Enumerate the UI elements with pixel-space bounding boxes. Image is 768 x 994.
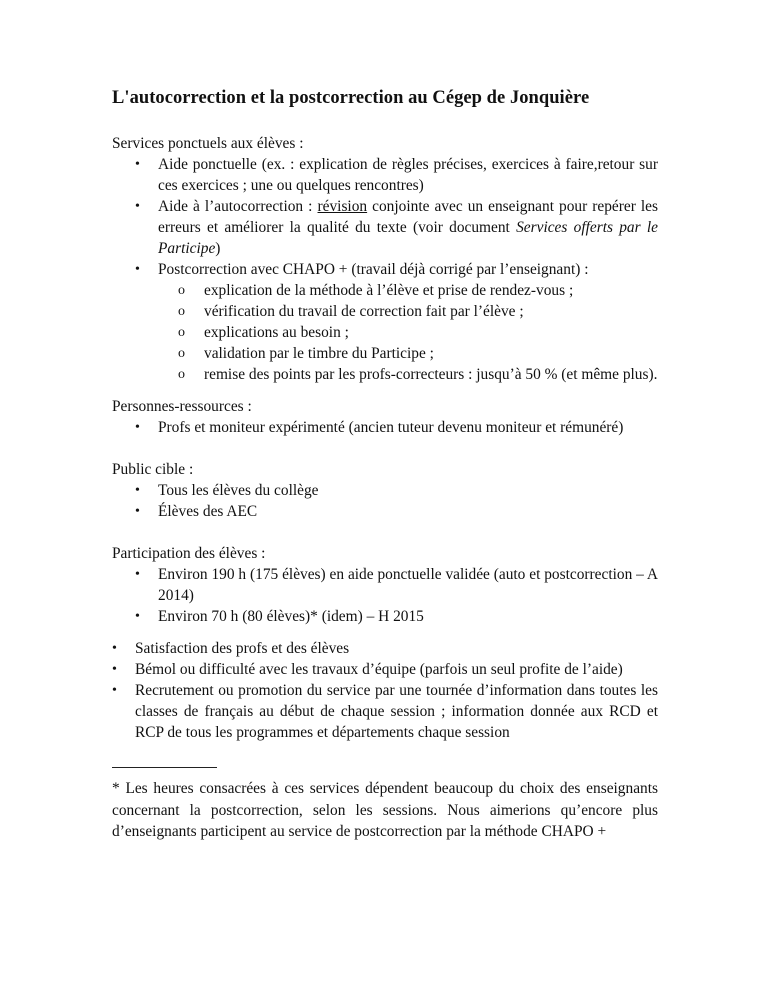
footnote-separator (112, 767, 217, 768)
item-text: conjointe avec un enseignant pour repérer les erreurs et améliorer la qualité du texte (voir document (158, 198, 658, 236)
item-text: ) (215, 240, 221, 257)
personnes-heading: Personnes-ressources : (112, 398, 252, 415)
sub-item: o remise des points par les profs-correcteurs : jusqu’à 50 % (et même plus). (158, 364, 658, 385)
sub-item: o explications au besoin ; (158, 322, 658, 343)
services-heading: Services ponctuels aux élèves : (112, 135, 304, 152)
services-item-autocorrection (112, 196, 658, 259)
bilan-item: • Recrutement ou promotion du service par une tournée d’information dans toutes les classes de français au début de chaque session ; information donnée aux RCD et RCP de tous les programmes et départements chaque session (89, 680, 658, 743)
postcorrection-sublist (158, 280, 658, 385)
public-item: • Tous les élèves du collège (112, 480, 658, 501)
item-text: Aide à l’autocorrection : (158, 198, 318, 215)
section-personnes (112, 396, 658, 438)
participation-item: • Environ 190 h (175 élèves) en aide ponctuelle validée (auto et postcorrection – A 2014) (112, 564, 658, 606)
footnote: * Les heures consacrées à ces services dépendent beaucoup du choix des enseignants concernant la postcorrection, selon les sessions. Nous aimerions qu’encore plus d’enseignants participent au service de postcorrection par la méthode CHAPO + (112, 780, 658, 840)
revision-link[interactable]: révision (317, 198, 368, 215)
participation-list (112, 564, 658, 627)
sub-item: o vérification du travail de correction fait par l’élève ; (158, 301, 658, 322)
section-participation (112, 543, 658, 627)
bilan-item: • Bémol ou difficulté avec les travaux d’équipe (parfois un seul profite de l’aide) (89, 659, 635, 680)
personnes-list (112, 417, 658, 438)
public-list (112, 480, 658, 522)
item-text: Postcorrection avec CHAPO + (travail déjà corrigé par l’enseignant) : (158, 261, 589, 278)
sub-item: o validation par le timbre du Participe ; (158, 343, 658, 364)
document-reference: Services offerts par le Participe (158, 219, 658, 257)
bilan-list (112, 638, 658, 743)
section-public (112, 459, 658, 522)
public-item: • Élèves des AEC (112, 501, 658, 522)
sub-item: o explication de la méthode à l’élève et prise de rendez-vous ; (158, 280, 658, 301)
document-title: L'autocorrection et la postcorrection au Cégep de Jonquière (112, 88, 590, 108)
public-heading: Public cible : (112, 461, 194, 478)
section-services (112, 133, 658, 385)
services-item-aide-ponctuelle: • Aide ponctuelle (ex. : explication de règles précises, exercices à faire,retour sur ces exercices ; une ou quelques rencontres) (112, 154, 658, 196)
participation-heading: Participation des élèves : (112, 545, 266, 562)
personnes-item: • Profs et moniteur expérimenté (ancien tuteur devenu moniteur et rémunéré) (112, 417, 658, 438)
section-bilan (112, 638, 658, 743)
services-list (112, 154, 658, 385)
bilan-item: • Satisfaction des profs et des élèves (89, 638, 658, 659)
services-item-postcorrection (112, 259, 658, 385)
participation-item: • Environ 70 h (80 élèves)* (idem) – H 2015 (112, 606, 658, 627)
